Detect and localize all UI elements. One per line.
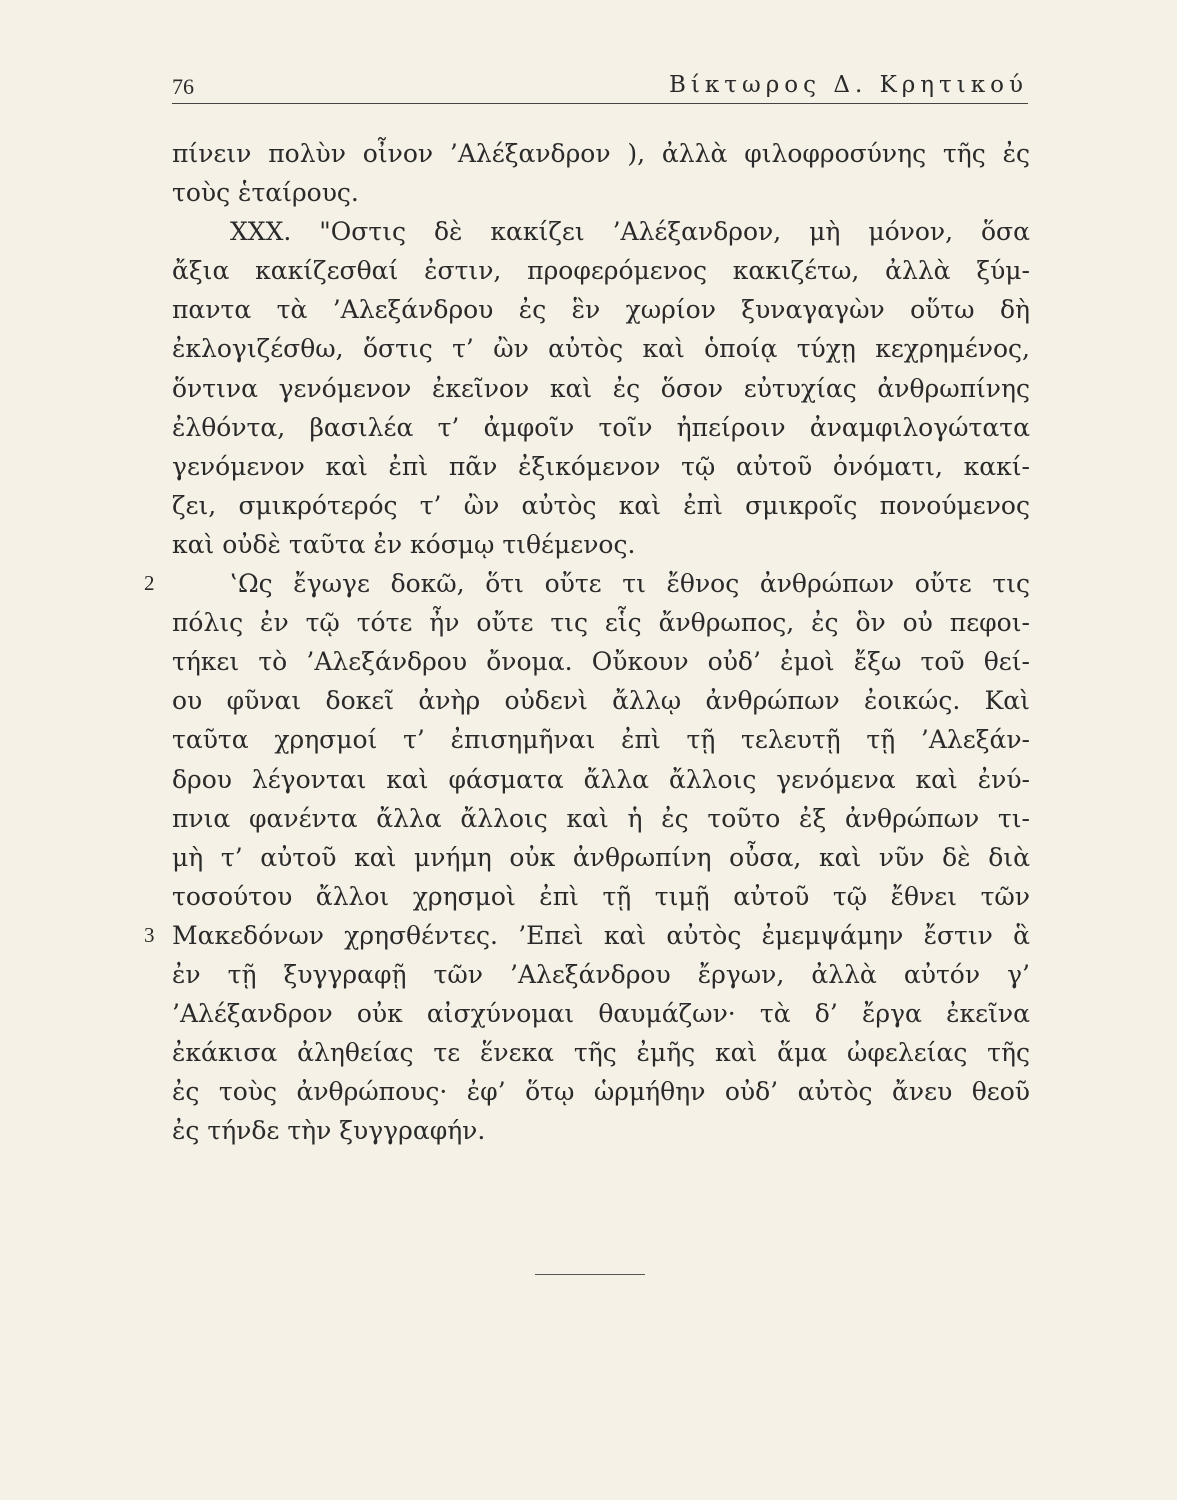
text-line: γενόμενον καὶ ἐπὶ πᾶν ἐξικόμενον τῷ αὐτοῦ ὀνόματι, κακί- [172,451,1030,481]
text-line: ου φῦναι δοκεῖ ἀνὴρ οὐδενὶ ἄλλῳ ἀνθρώπων ἐοικώς. Καὶ [172,686,1030,716]
text-line: ἐκλογιζέσθω, ὅστις τ’ ὢν αὐτὸς καὶ ὁποίᾳ τύχῃ κεχρημένος, [172,334,1030,364]
text-line: ἐκάκισα ἀληθείας τε ἕνεκα τῆς ἐμῆς καὶ ἅμα ὠφελείας τῆς [172,1038,1030,1068]
text-line: ἐν τῇ ξυγγραφῇ τῶν ’Αλεξάνδρου ἔργων, ἀλλὰ αὐτόν γ’ [172,959,1030,989]
text-line: ὅντινα γενόμενον ἐκεῖνον καὶ ἐς ὅσον εὐτυχίας ἀνθρωπίνης [172,373,1030,403]
body-text [144,134,1030,1150]
text-line: ταῦτα χρησμοί τ’ ἐπισημῆναι ἐπὶ τῇ τελευτῇ τῇ ’Αλεξάν- [172,725,1030,755]
text-line: πίνειν πολὺν οἶνον ’Αλέξανδρον ), ἀλλὰ φιλοφροσύνης τῆς ἐς [172,139,1030,168]
text-line: παντα τὰ ’Αλεξάνδρου ἐς ἓν χωρίον ξυναγαγὼν οὕτω δὴ [172,295,1030,325]
text-line: ἄξια κακίζεσθαί ἐστιν, προφερόμενος κακιζέτω, ἀλλὰ ξύμ- [172,256,1030,286]
text-line: καὶ οὐδὲ ταῦτα ἐν κόσμῳ τιθέμενος. [172,529,636,559]
text-line: ’Αλέξανδρον οὐκ αἰσχύνομαι θαυμάζων· τὰ δ’ ἔργα ἐκεῖνα [172,999,1030,1029]
text-line-content: ‛Ως ἔγωγε δοκῶ, ὅτι οὔτε τι ἔθνος ἀνθρώπων οὔτε τις [230,569,1030,599]
text-line-content: Μακεδόνων χρησθέντες. ’Επεὶ καὶ αὐτὸς ἐμεμψάμην ἔστιν ἃ [172,920,1030,950]
text-line: τοσούτου ἄλλοι χρησμοὶ ἐπὶ τῇ τιμῇ αὐτοῦ τῷ ἔθνει τῶν [172,881,1030,911]
running-head: Βίκτωρος Δ. Κρητικού [669,72,1028,98]
text-line-paragraph-3 [144,916,1030,955]
text-line: τοὺς ἑταίρους. [172,178,359,208]
text-line: τήκει τὸ ’Αλεξάνδρου ὄνομα. Οὔκουν οὐδ’ ἐμοὶ ἔξω τοῦ θεί- [172,647,1030,677]
margin-number-3: 3 [144,922,155,947]
text-line: ἐς τήνδε τὴν ξυγγραφήν. [172,1116,486,1146]
page-header [172,66,1028,100]
text-line: ζει, σμικρότερός τ’ ὢν αὐτὸς καὶ ἐπὶ σμικροῖς πονούμενος [172,490,1030,520]
text-line-section-heading: XXX. "Οστις δὲ κακίζει ’Αλέξανδρον, μὴ μόνον, ὅσα [230,217,1030,247]
text-line: μὴ τ’ αὐτοῦ καὶ μνήμη οὐκ ἀνθρωπίνη οὖσα, καὶ νῦν δὲ διὰ [172,842,1030,872]
text-line: ἐλθόντα, βασιλέα τ’ ἀμφοῖν τοῖν ἠπείροιν ἀναμφιλογώτατα [172,412,1030,442]
page-number: 76 [172,74,194,99]
header-rule [172,103,1028,104]
text-line: ἐς τοὺς ἀνθρώπους· ἐφ’ ὅτῳ ὡρμήθην οὐδ’ αὐτὸς ἄνευ θεοῦ [172,1077,1030,1107]
margin-number-2: 2 [144,571,155,596]
end-rule [535,1274,645,1275]
text-line-paragraph-2 [144,564,1030,603]
text-line: πόλις ἐν τῷ τότε ἦν οὔτε τις εἷς ἄνθρωπος, ἐς ὃν οὐ πεφοι- [172,608,1030,638]
text-line: δρου λέγονται καὶ φάσματα ἄλλα ἄλλοις γενόμενα καὶ ἐνύ- [172,764,1030,794]
text-line: πνια φανέντα ἄλλα ἄλλοις καὶ ἡ ἐς τοῦτο ἐξ ἀνθρώπων τι- [172,803,1030,833]
